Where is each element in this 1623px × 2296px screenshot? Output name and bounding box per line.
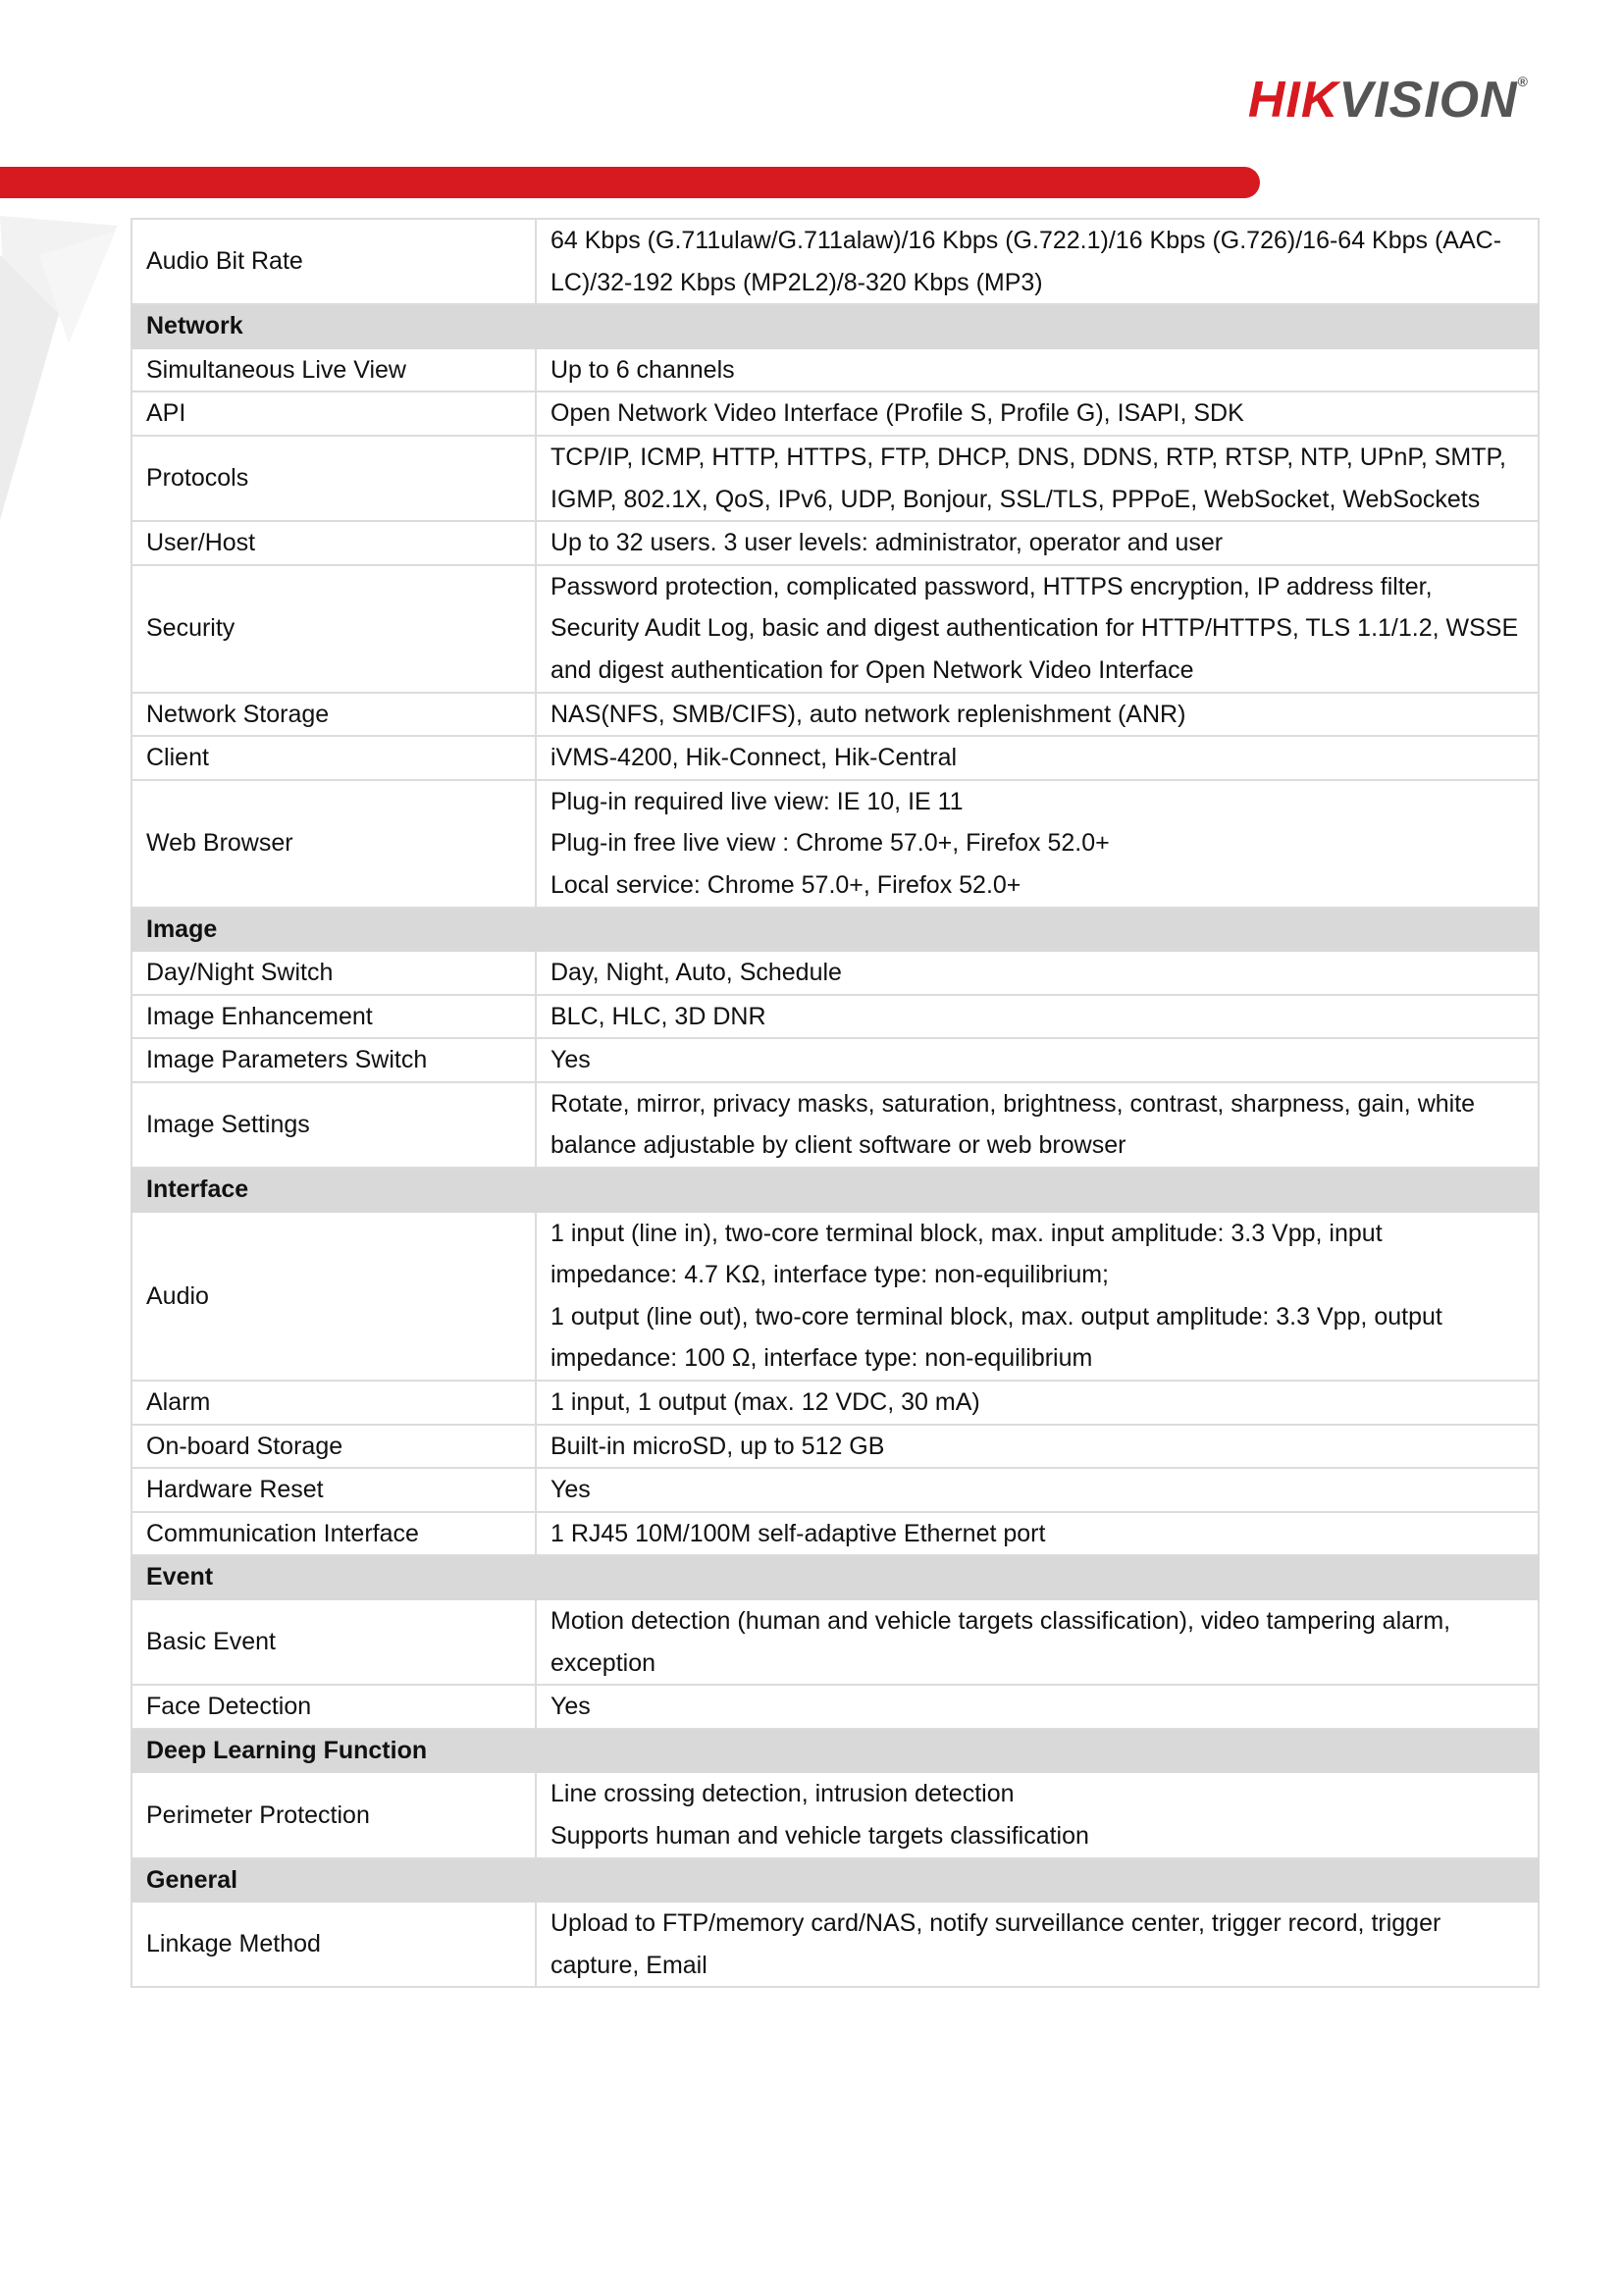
spec-value [536, 951, 1539, 995]
spec-row [131, 1599, 1539, 1685]
spec-value [536, 1425, 1539, 1469]
section-header-row [131, 1168, 1539, 1212]
header-red-bar [0, 167, 1260, 198]
spec-value-line: balance adjustable by client software or web browser [550, 1131, 1126, 1160]
spec-value-line: iVMS-4200, Hik-Connect, Hik-Central [550, 744, 958, 772]
spec-row [131, 736, 1539, 780]
spec-value [536, 736, 1539, 780]
spec-label: Basic Event [131, 1599, 536, 1685]
spec-row [131, 951, 1539, 995]
spec-value-line: Yes [550, 1693, 591, 1721]
spec-value-line: 1 RJ45 10M/100M self-adaptive Ethernet port [550, 1519, 1046, 1547]
logo-part-hik: HIK [1247, 72, 1339, 129]
spec-value-line: and digest authentication for Open Network Video Interface [550, 655, 1194, 684]
spec-value-line: Local service: Chrome 57.0+, Firefox 52.0+ [550, 870, 1021, 899]
spec-value-line: TCP/IP, ICMP, HTTP, HTTPS, FTP, DHCP, DNS, DDNS, RTP, RTSP, NTP, UPnP, SMTP, [550, 443, 1506, 471]
spec-label: Communication Interface [131, 1512, 536, 1556]
spec-value-line: Yes [550, 1046, 591, 1074]
spec-value [536, 995, 1539, 1039]
spec-value-line: Security Audit Log, basic and digest authentication for HTTP/HTTPS, TLS 1.1/1.2, WSSE [550, 614, 1519, 643]
spec-label: Audio Bit Rate [131, 219, 536, 304]
spec-row [131, 1772, 1539, 1857]
spec-row [131, 1381, 1539, 1425]
section-title: Event [131, 1555, 1539, 1599]
spec-value-line: Open Network Video Interface (Profile S, Profile G), ISAPI, SDK [550, 399, 1244, 428]
spec-value-line: Up to 6 channels [550, 355, 735, 384]
spec-value-line: Password protection, complicated password, HTTPS encryption, IP address filter, [550, 572, 1433, 600]
spec-label: Linkage Method [131, 1902, 536, 1987]
spec-value [536, 348, 1539, 392]
spec-label: Network Storage [131, 693, 536, 737]
spec-value [536, 1381, 1539, 1425]
spec-value [536, 1685, 1539, 1729]
section-header-row [131, 908, 1539, 952]
spec-value-line: BLC, HLC, 3D DNR [550, 1002, 766, 1030]
hikvision-logo [1247, 72, 1529, 129]
spec-value [536, 219, 1539, 304]
spec-value-line: Supports human and vehicle targets classification [550, 1821, 1089, 1850]
spec-value-line: 1 input (line in), two-core terminal block, max. input amplitude: 3.3 Vpp, input [550, 1219, 1383, 1247]
spec-label: Audio [131, 1212, 536, 1381]
spec-label: Security [131, 565, 536, 693]
spec-row [131, 1685, 1539, 1729]
spec-value-line: Built-in microSD, up to 512 GB [550, 1432, 885, 1460]
section-title: Image [131, 908, 1539, 952]
spec-row [131, 436, 1539, 521]
spec-label: API [131, 391, 536, 436]
spec-label: Image Enhancement [131, 995, 536, 1039]
section-title: General [131, 1858, 1539, 1903]
spec-value-line: IGMP, 802.1X, QoS, IPv6, UDP, Bonjour, SSL/TLS, PPPoE, WebSocket, WebSockets [550, 485, 1481, 513]
spec-row [131, 1425, 1539, 1469]
spec-table-body [131, 219, 1539, 1987]
spec-row [131, 995, 1539, 1039]
spec-value-line: Upload to FTP/memory card/NAS, notify surveillance center, trigger record, trigger [550, 1909, 1441, 1938]
spec-label: Protocols [131, 436, 536, 521]
spec-value-line: LC)/32-192 Kbps (MP2L2)/8-320 Kbps (MP3) [550, 268, 1043, 296]
spec-row [131, 693, 1539, 737]
spec-value-line: Plug-in required live view: IE 10, IE 11 [550, 787, 964, 815]
spec-value-line: Motion detection (human and vehicle targets classification), video tampering alarm, [550, 1607, 1451, 1635]
spec-value-line: 64 Kbps (G.711ulaw/G.711alaw)/16 Kbps (G.722.1)/16 Kbps (G.726)/16-64 Kbps (AAC- [550, 227, 1502, 254]
section-header-row [131, 1555, 1539, 1599]
section-header-row [131, 1858, 1539, 1903]
spec-table [131, 218, 1540, 1988]
section-header-row [131, 1729, 1539, 1773]
spec-value [536, 436, 1539, 521]
section-title: Interface [131, 1168, 1539, 1212]
logo-registered-mark: ® [1517, 74, 1529, 89]
spec-label: Face Detection [131, 1685, 536, 1729]
spec-row [131, 1038, 1539, 1082]
spec-row [131, 780, 1539, 908]
spec-value-line: Day, Night, Auto, Schedule [550, 959, 842, 987]
decorative-triangles [0, 196, 128, 530]
spec-row [131, 1212, 1539, 1381]
spec-value-line: 1 output (line out), two-core terminal block, max. output amplitude: 3.3 Vpp, output [550, 1302, 1442, 1331]
spec-value [536, 565, 1539, 693]
spec-label: Simultaneous Live View [131, 348, 536, 392]
spec-row [131, 1468, 1539, 1512]
spec-label: Alarm [131, 1381, 536, 1425]
spec-row [131, 565, 1539, 693]
spec-label: Web Browser [131, 780, 536, 908]
spec-value [536, 780, 1539, 908]
spec-value-line: Yes [550, 1476, 591, 1504]
section-title: Deep Learning Function [131, 1729, 1539, 1773]
spec-value-line: exception [550, 1648, 656, 1677]
spec-value-line: Plug-in free live view : Chrome 57.0+, Firefox 52.0+ [550, 829, 1110, 858]
spec-value [536, 521, 1539, 565]
spec-label: Client [131, 736, 536, 780]
spec-value [536, 1772, 1539, 1857]
spec-label: Image Parameters Switch [131, 1038, 536, 1082]
spec-row [131, 348, 1539, 392]
spec-value-line: Up to 32 users. 3 user levels: administrator, operator and user [550, 529, 1224, 557]
spec-row [131, 1902, 1539, 1987]
spec-value-line: 1 input, 1 output (max. 12 VDC, 30 mA) [550, 1388, 980, 1417]
spec-row [131, 219, 1539, 304]
spec-row [131, 1082, 1539, 1168]
spec-value-line: capture, Email [550, 1951, 707, 1979]
spec-label: Day/Night Switch [131, 951, 536, 995]
spec-value [536, 693, 1539, 737]
spec-label: Hardware Reset [131, 1468, 536, 1512]
spec-label: User/Host [131, 521, 536, 565]
spec-value [536, 391, 1539, 436]
spec-label: Image Settings [131, 1082, 536, 1168]
spec-value [536, 1212, 1539, 1381]
spec-value [536, 1082, 1539, 1168]
section-header-row [131, 304, 1539, 348]
spec-row [131, 1512, 1539, 1556]
spec-value [536, 1038, 1539, 1082]
spec-value-line: Line crossing detection, intrusion detection [550, 1780, 1015, 1808]
spec-row [131, 521, 1539, 565]
spec-label: On-board Storage [131, 1425, 536, 1469]
spec-value-line: impedance: 4.7 KΩ, interface type: non-equilibrium; [550, 1261, 1109, 1289]
section-title: Network [131, 304, 1539, 348]
spec-value [536, 1599, 1539, 1685]
spec-value [536, 1468, 1539, 1512]
spec-value [536, 1902, 1539, 1987]
spec-value-line: NAS(NFS, SMB/CIFS), auto network replenishment (ANR) [550, 700, 1186, 728]
spec-value [536, 1512, 1539, 1556]
spec-label: Perimeter Protection [131, 1772, 536, 1857]
spec-value-line: impedance: 100 Ω, interface type: non-equilibrium [550, 1344, 1093, 1373]
spec-row [131, 391, 1539, 436]
spec-value-line: Rotate, mirror, privacy masks, saturation, brightness, contrast, sharpness, gain, white [550, 1089, 1476, 1118]
logo-part-vision: VISION [1338, 72, 1518, 129]
